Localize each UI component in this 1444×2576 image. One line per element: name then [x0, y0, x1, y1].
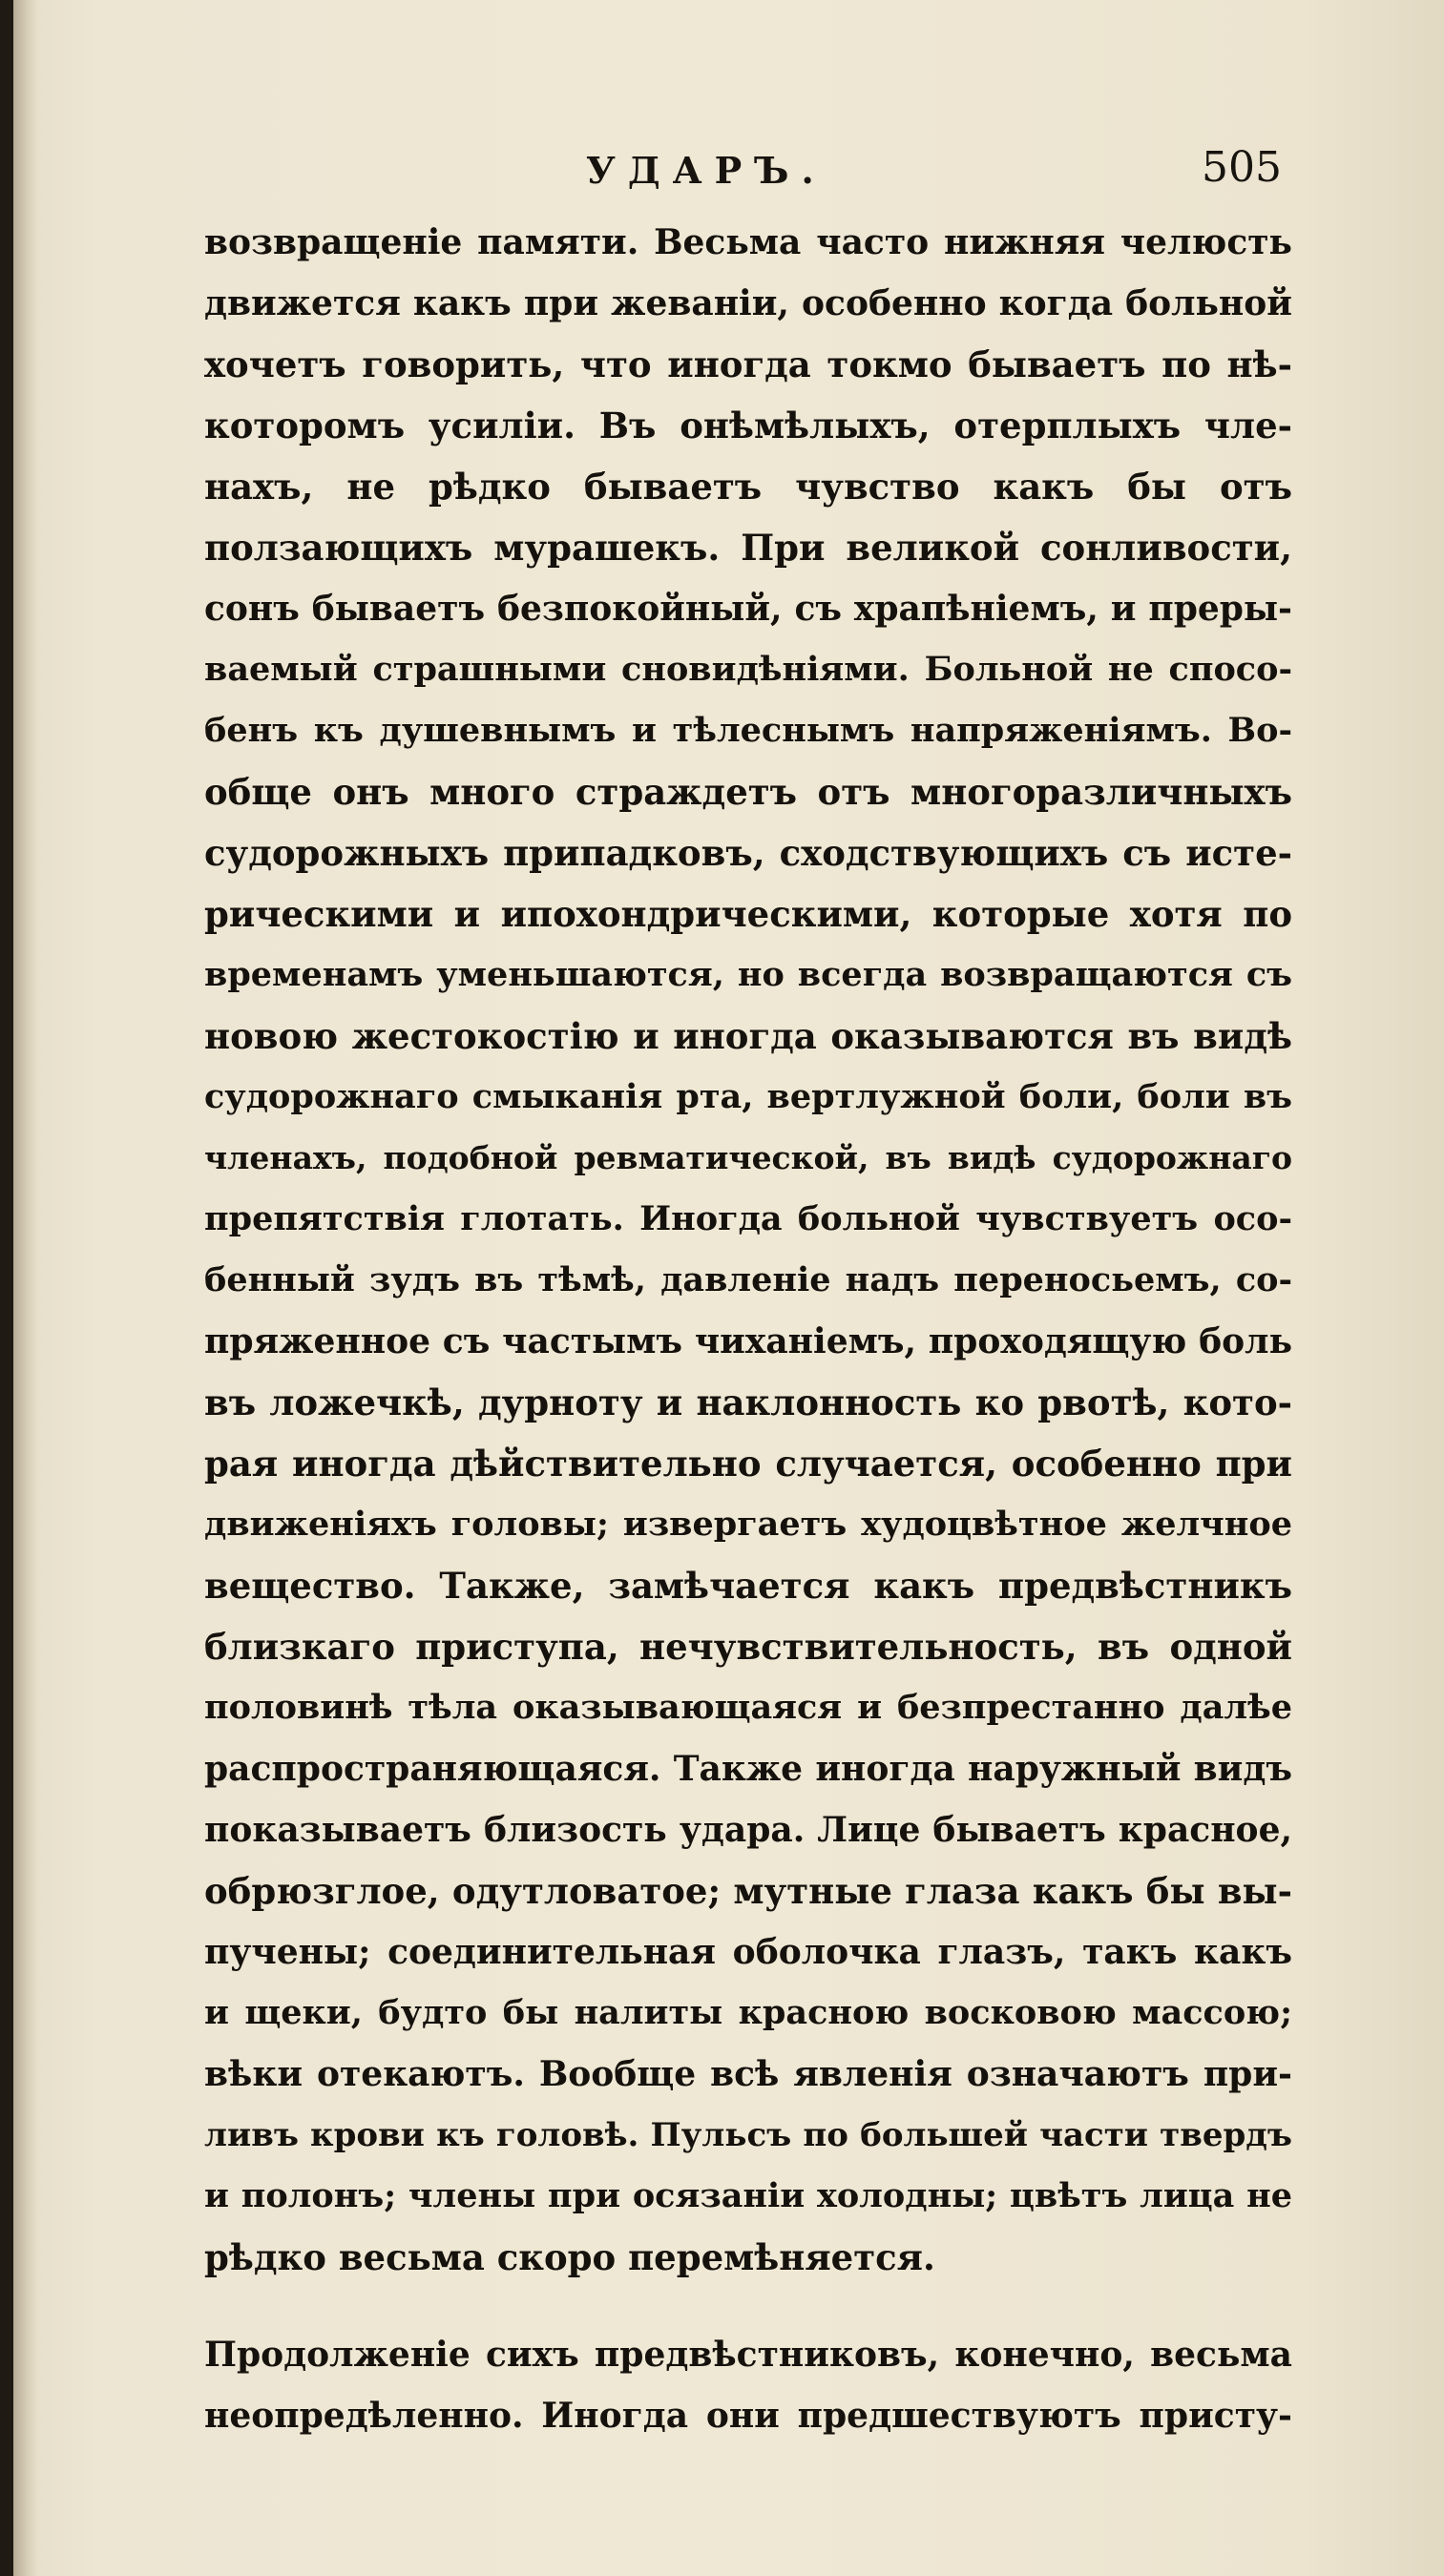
text-line: рая иногда дѣйствительно случается, особенно при [204, 1443, 1292, 1485]
text-line: ливъ крови къ головѣ. Пульсъ по большей части твердъ [204, 2116, 1292, 2154]
page-number: 505 [1202, 143, 1282, 192]
body-text [204, 212, 1292, 2446]
text-line: движется какъ при жеваніи, особенно когда больной [204, 283, 1292, 323]
text-line: которомъ усиліи. Въ онѣмѣлыхъ, отерплыхъ чле- [204, 405, 1292, 447]
text-line: неопредѣленно. Иногда они предшествуютъ присту- [204, 2396, 1292, 2436]
book-page [13, 0, 1444, 2576]
text-line: и полонъ; члены при осязаніи холодны; цвѣтъ лица не [204, 2176, 1292, 2215]
text-line: рѣдко весьма скоро перемѣняется. [204, 2236, 935, 2278]
text-line: пряженное съ частымъ чиханіемъ, проходящую боль [204, 1321, 1292, 1361]
text-line: возвращеніе памяти. Весьма часто нижняя челюсть [204, 222, 1292, 262]
text-line: Продолженіе сихъ предвѣстниковъ, конечно, весьма [204, 2335, 1292, 2375]
text-line: обще онъ много страждетъ отъ многоразличныхъ [204, 771, 1292, 813]
text-line: ползающихъ мурашекъ. При великой сонливости, [204, 527, 1292, 569]
text-line: обрюзглое, одутловатое; мутные глаза какъ бы вы- [204, 1870, 1292, 1912]
text-line: ваемый страшными сновидѣніями. Больной не спосо- [204, 650, 1292, 689]
text-line: вещество. Также, замѣчается какъ предвѣстникъ [204, 1565, 1292, 1607]
running-title: УДАРЪ. [586, 149, 827, 192]
paragraph-gap [204, 2288, 1292, 2324]
text-line: пучены; соединительная оболочка глазъ, такъ какъ [204, 1932, 1292, 1972]
text-line: рическими и ипохондрическими, которые хотя по [204, 893, 1292, 935]
text-line: показываетъ близость удара. Лице бываетъ красное, [204, 1810, 1292, 1850]
text-line: и щеки, будто бы налиты красною восковою массою; [204, 1993, 1292, 2032]
text-line: бенный зудъ въ тѣмѣ, давленіе надъ переносьемъ, со- [204, 1260, 1292, 1299]
text-line: вѣки отекаютъ. Вообще всѣ явленія означаютъ при- [204, 2054, 1292, 2094]
text-line: бенъ къ душевнымъ и тѣлеснымъ напряженіямъ. Во- [204, 711, 1292, 750]
text-line: близкаго приступа, нечувствительность, въ одной [204, 1626, 1292, 1668]
text-line: половинѣ тѣла оказывающаяся и безпрестанно далѣе [204, 1688, 1292, 1727]
text-line: въ ложечкѣ, дурноту и наклонность ко рвотѣ, кото- [204, 1381, 1292, 1423]
text-line: хочетъ говорить, что иногда токмо бываетъ по нѣ- [204, 343, 1292, 385]
text-line: новою жестокостію и иногда оказываются въ видѣ [204, 1015, 1292, 1057]
text-line: распространяющаяся. Также иногда наружный видъ [204, 1749, 1292, 1789]
text-line: членахъ, подобной ревматической, въ видѣ судорожнаго [204, 1139, 1292, 1176]
text-line: судорожнаго смыканія рта, вертлужной боли, боли въ [204, 1077, 1292, 1116]
paragraph-2 [204, 2324, 1292, 2446]
text-line: судорожныхъ припадковъ, сходствующихъ съ исте- [204, 832, 1292, 874]
text-line: временамъ уменьшаются, но всегда возвращаются съ [204, 955, 1292, 994]
text-line: нахъ, не рѣдко бываетъ чувство какъ бы отъ [204, 466, 1292, 508]
text-line: препятствія глотать. Иногда больной чувствуетъ осо- [204, 1199, 1292, 1238]
paragraph-1 [204, 212, 1292, 2288]
text-line: движеніяхъ головы; извергаетъ худоцвѣтное желчное [204, 1505, 1292, 1544]
text-line: сонъ бываетъ безпокойный, съ храпѣніемъ, и преры- [204, 589, 1292, 629]
page-header [13, 143, 1444, 200]
